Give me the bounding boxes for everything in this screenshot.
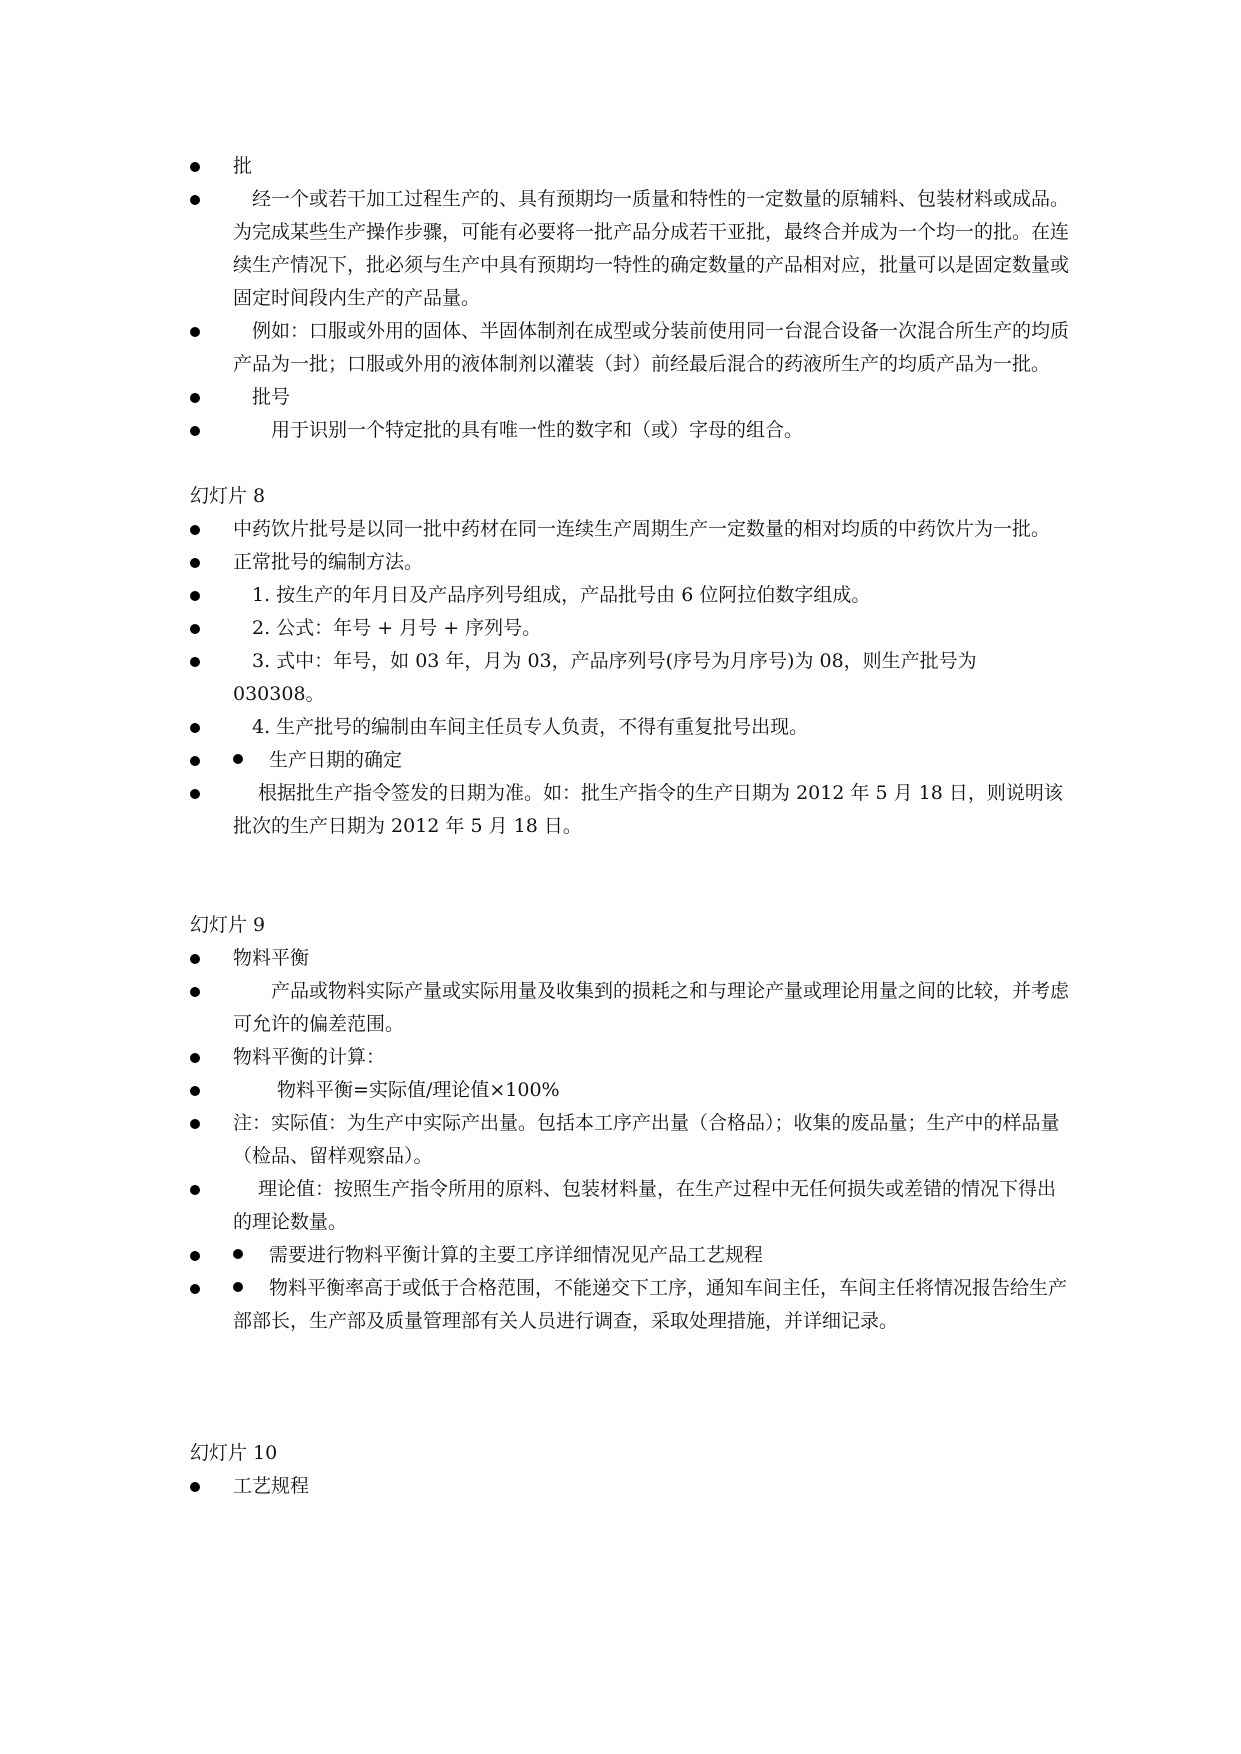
list-item xyxy=(190,1041,1070,1074)
list-item xyxy=(190,414,1070,447)
list-item-text: 需要进行物料平衡计算的主要工序详细情况见产品工艺规程 xyxy=(269,1244,764,1266)
slide-heading: 幻灯片 10 xyxy=(190,1442,278,1464)
list-item xyxy=(190,1107,1070,1173)
list-item xyxy=(190,381,1070,414)
bullet-icon xyxy=(190,987,200,997)
list-item xyxy=(190,744,1070,777)
bullet-icon xyxy=(190,1086,200,1096)
list-item xyxy=(190,777,1070,843)
list-item xyxy=(190,975,1070,1041)
inner-bullet-icon xyxy=(233,1282,243,1292)
list-item xyxy=(190,1272,1070,1338)
list-item-text: 物料平衡率高于或低于合格范围，不能递交下工序，通知车间主任，车间主任将情况报告给生产部部长，生产部及质量管理部有关人员进行调查，采取处理措施，并详细记录。 xyxy=(233,1277,1068,1332)
bullet-icon xyxy=(190,393,200,403)
list-item xyxy=(190,183,1070,315)
bullet-icon xyxy=(190,657,200,667)
list-item xyxy=(190,546,1070,579)
list-item xyxy=(190,315,1070,381)
list-item xyxy=(190,1173,1070,1239)
section-slide-9 xyxy=(190,909,1070,1338)
bullet-icon xyxy=(190,1482,200,1492)
section-slide-10 xyxy=(190,1437,1070,1503)
inner-bullet-icon xyxy=(233,1249,243,1259)
list-item-text: 4. 生产批号的编制由车间主任员专人负责，不得有重复批号出现。 xyxy=(233,716,809,738)
list-item xyxy=(190,645,1070,711)
bullet-icon xyxy=(190,954,200,964)
inner-bullet-icon xyxy=(233,754,243,764)
bullet-icon xyxy=(190,525,200,535)
list-item-text: 1. 按生产的年月日及产品序列号组成，产品批号由 6 位阿拉伯数字组成。 xyxy=(233,584,871,606)
list-item-text: 产品或物料实际产量或实际用量及收集到的损耗之和与理论产量或理论用量之间的比较，并考虑可允许的偏差范围。 xyxy=(233,980,1070,1035)
list-item-text: 工艺规程 xyxy=(233,1475,310,1497)
bullet-icon xyxy=(190,756,200,766)
list-item-text: 物料平衡=实际值/理论值×100% xyxy=(233,1079,560,1101)
bullet-icon xyxy=(190,624,200,634)
list-item xyxy=(190,711,1070,744)
slide-heading: 幻灯片 8 xyxy=(190,485,266,507)
list-item-text: 正常批号的编制方法。 xyxy=(233,551,424,573)
list-item-text: 批号 xyxy=(233,386,291,408)
bullet-icon xyxy=(190,162,200,172)
list-item xyxy=(190,942,1070,975)
list-item-text: 中药饮片批号是以同一批中药材在同一连续生产周期生产一定数量的相对均质的中药饮片为一批。 xyxy=(233,518,1051,540)
list-item xyxy=(190,1074,1070,1107)
bullet-icon xyxy=(190,789,200,799)
list-item-text: 用于识别一个特定批的具有唯一性的数字和（或）字母的组合。 xyxy=(233,419,804,441)
bullet-icon xyxy=(190,426,200,436)
list-item-text: 生产日期的确定 xyxy=(269,749,403,771)
bullet-icon xyxy=(190,1284,200,1294)
list-item xyxy=(190,150,1070,183)
list-item-text: 批 xyxy=(233,155,253,177)
list-item xyxy=(190,579,1070,612)
slide-heading: 幻灯片 9 xyxy=(190,914,266,936)
list-item-text: 例如：口服或外用的固体、半固体制剂在成型或分装前使用同一台混合设备一次混合所生产的均质产品为一批；口服或外用的液体制剂以灌装（封）前经最后混合的药液所生产的均质产品为一批。 xyxy=(233,320,1070,375)
list-item-text: 3. 式中：年号，如 03 年，月为 03，产品序列号(序号为月序号)为 08，则生产批号为 030308。 xyxy=(233,650,977,705)
bullet-icon xyxy=(190,327,200,337)
list-item-text: 物料平衡 xyxy=(233,947,310,969)
list-item-text: 理论值：按照生产指令所用的原料、包装材料量，在生产过程中无任何损失或差错的情况下得出的理论数量。 xyxy=(233,1178,1057,1233)
list-item-text: 注：实际值：为生产中实际产出量。包括本工序产出量（合格品）；收集的废品量；生产中的样品量（检品、留样观察品）。 xyxy=(233,1112,1060,1167)
list-item xyxy=(190,612,1070,645)
bullet-icon xyxy=(190,1119,200,1129)
bullet-icon xyxy=(190,1185,200,1195)
bullet-icon xyxy=(190,1251,200,1261)
list-item xyxy=(190,1239,1070,1272)
bullet-icon xyxy=(190,558,200,568)
section-slide-8 xyxy=(190,480,1070,843)
bullet-icon xyxy=(190,591,200,601)
document-body xyxy=(190,150,1070,1503)
bullet-icon xyxy=(190,723,200,733)
bullet-icon xyxy=(190,1053,200,1063)
list-item-text: 根据批生产指令签发的日期为准。如：批生产指令的生产日期为 2012 年 5 月 18 日，则说明该批次的生产日期为 2012 年 5 月 18 日。 xyxy=(233,782,1063,837)
list-item-text: 经一个或若干加工过程生产的、具有预期均一质量和特性的一定数量的原辅料、包装材料或成品。为完成某些生产操作步骤，可能有必要将一批产品分成若干亚批，最终合并成为一个均一的批。在连续生产情况下，批必须与生产中具有预期均一特性的确定数量的产品相对应，批量可以是固定数量或固定时间段内生产的产品量。 xyxy=(233,188,1070,309)
list-item-text: 2. 公式：年号 + 月号 + 序列号。 xyxy=(233,617,542,639)
list-item xyxy=(190,513,1070,546)
list-item xyxy=(190,1470,1070,1503)
list-item-text: 物料平衡的计算： xyxy=(233,1046,386,1068)
bullet-icon xyxy=(190,195,200,205)
section-batch xyxy=(190,150,1070,447)
